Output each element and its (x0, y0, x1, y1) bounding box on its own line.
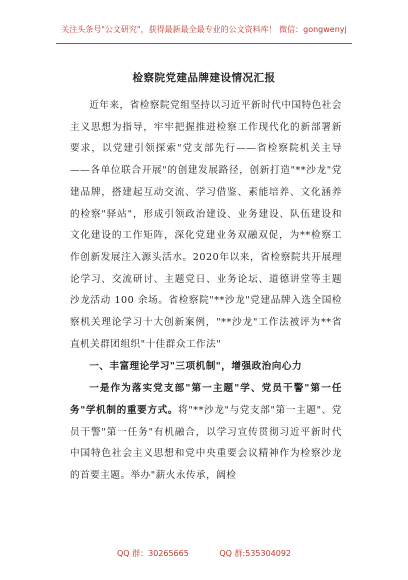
body-paragraph (70, 378, 342, 487)
header-divider (56, 43, 352, 44)
paragraph-text: 将"**沙龙"与党支部"第一主题"、党员干警"第一任务"有机融合，以学习宣传贯彻习近平新时代中国特色社会主义思想和党中央重要会议精神作为检察沙龙的首要主题。举办"薪火永传承，阔检 (70, 404, 342, 481)
promo-banner: 关注头条号"公文研究"，获得最新最全最专业的公文资料库！ 微信：gongwenyj (61, 25, 347, 34)
footer (0, 548, 408, 559)
intro-paragraph: 近年来，省检察院党组坚持以习近平新时代中国特色社会主义思想为指导，牢牢把握推进检察工作现代化的新部署新要求，以党建引领探索"党支部先行——省检察院机关主导——各单位联合开展"的创建发展路径，创新打造"**沙龙"党建品牌，搭建起互动交流、学习借鉴、素能培养、文化涵养的检察"驿站"，形成引领政治建设、业务建设、队伍建设和文化建设的工作矩阵，深化党建业务双融双促，为**检察工作创新发展注入源头活水。2020年以来，省检察院共开展理论学习、交流研讨、主题党日、业务论坛、道德讲堂等主题沙龙活动 100 余场。省检察院"**沙龙"党建品牌入选全国检察机关理论学习十大创新案例，"**沙龙"工作法被评为**省直机关群团组织"十佳群众工作法" (70, 100, 342, 350)
section-heading: 一、丰富理论学习"三项机制"，增强政治向心力 (89, 361, 303, 373)
document-body (70, 95, 342, 487)
qq-group-2: QQ 群:535304092 (219, 549, 292, 558)
qq-group-1: QQ 群：30265665 (116, 549, 189, 558)
document-title: 检察院党建品牌建设情况汇报 (132, 72, 276, 84)
paragraph-lead: 一是作为落实党支部"第一主题"学、党员干警"第一任务"学机制的重要方式。 (70, 383, 342, 416)
